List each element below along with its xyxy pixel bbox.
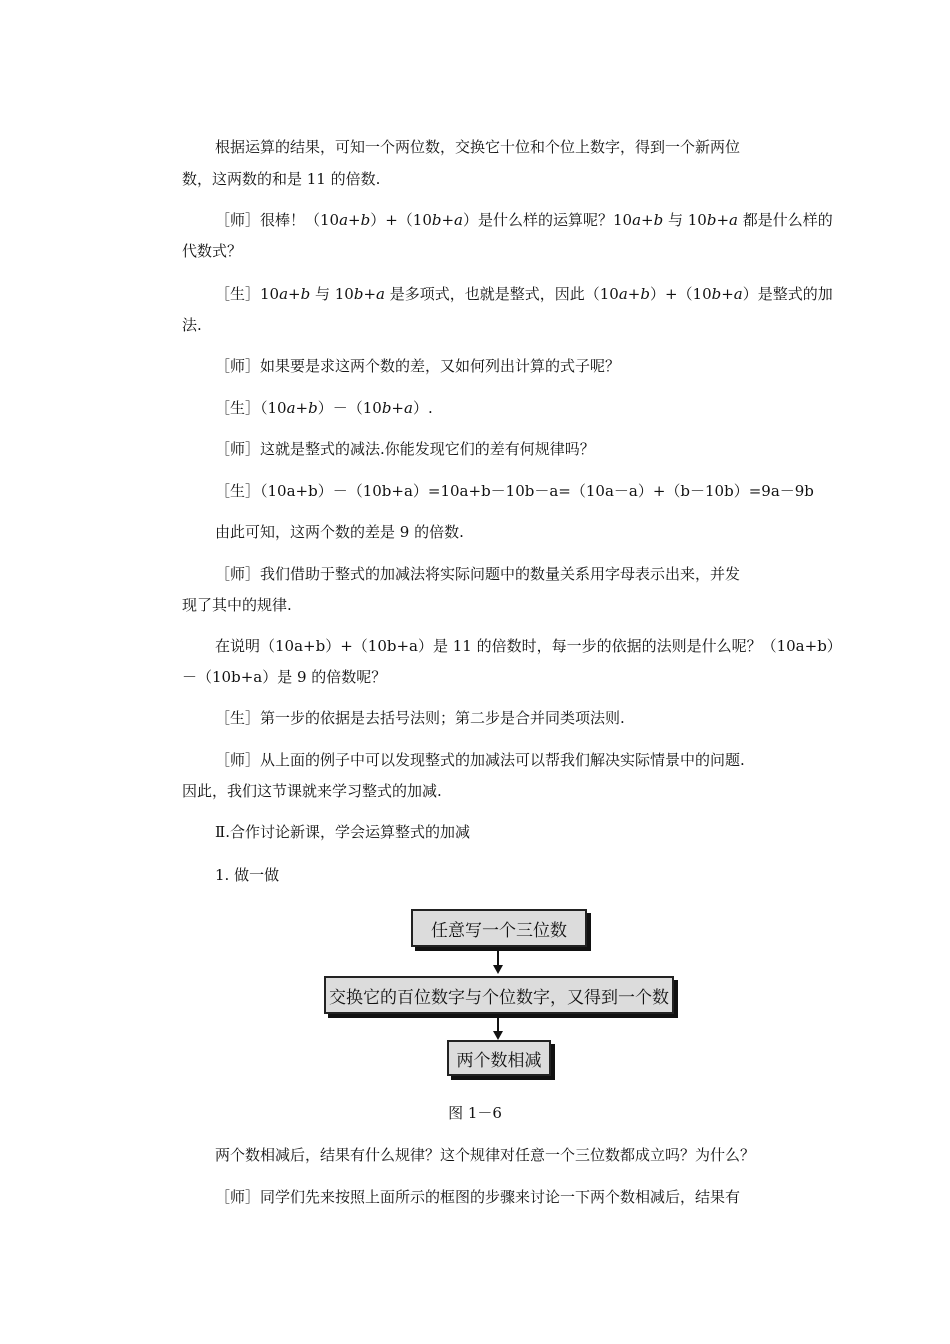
- text-segment: ［师］很棒！（10: [215, 211, 340, 229]
- text-segment: ）是什么样的运算呢？10: [463, 211, 633, 229]
- paragraph-16: ［师］同学们先来按照上面所示的框图的步骤来讨论一下两个数相减后，结果有: [215, 1188, 741, 1206]
- paragraph-10-line-2: －（10b+a）是 9 的倍数呢？: [182, 668, 387, 686]
- figure-caption: 图 1－6: [448, 1104, 502, 1122]
- flowchart-box-2: 交换它的百位数字与个位数字，又得到一个数: [324, 976, 674, 1014]
- paragraph-15: 两个数相减后，结果有什么规律？这个规律对任意一个三位数都成立吗？为什么？: [215, 1146, 756, 1164]
- paragraph-3-line-2: 法.: [182, 316, 202, 334]
- text-segment: ）.: [412, 399, 433, 417]
- paragraph-12-line-2: 因此，我们这节课就来学习整式的加减.: [182, 782, 442, 800]
- text-segment: ［生］10: [215, 285, 280, 303]
- paragraph-2-line-1: [215, 208, 833, 232]
- text-segment: ［生］（10: [215, 399, 287, 417]
- section-heading: Ⅱ.合作讨论新课，学会运算整式的加减: [215, 823, 470, 841]
- text-segment: ）+（10: [370, 211, 432, 229]
- flowchart-arrowhead-2: [493, 1031, 503, 1040]
- expression: a+b: [339, 211, 371, 229]
- subsection-heading: 1. 做一做: [215, 866, 280, 884]
- text-segment: ）－（10: [317, 399, 382, 417]
- paragraph-3-line-1: [215, 282, 833, 306]
- paragraph-7: ［生］（10a+b）－（10b+a）=10a+b－10b－a=（10a－a）+（b－10b）=9a－9b: [215, 482, 814, 500]
- expression: a+b: [632, 211, 664, 229]
- paragraph-10-line-1: 在说明（10a+b）+（10b+a）是 11 的倍数时，每一步的依据的法则是什么呢？（10a+b）: [215, 637, 842, 655]
- expression: b+a: [381, 399, 413, 417]
- paragraph-12-line-1: ［师］从上面的例子中可以发现整式的加减法可以帮我们解决实际情景中的问题.: [215, 751, 745, 769]
- expression: b+a: [431, 211, 463, 229]
- paragraph-4: ［师］如果要是求这两个数的差，又如何列出计算的式子呢？: [215, 357, 621, 375]
- flowchart-arrow-1: [497, 947, 499, 967]
- paragraph-1-line-1: 根据运算的结果，可知一个两位数，交换它十位和个位上数字，得到一个新两位: [215, 138, 741, 156]
- paragraph-8: 由此可知，这两个数的差是 9 的倍数.: [215, 523, 464, 541]
- expression: b+a: [353, 285, 385, 303]
- flowchart-box-3: 两个数相减: [447, 1040, 551, 1076]
- paragraph-2-line-2: 代数式？: [182, 242, 243, 260]
- text-segment: 是多项式，也就是整式，因此（10: [384, 285, 619, 303]
- text-segment: 都是什么样的: [737, 211, 833, 229]
- text-segment: 与 10: [310, 285, 354, 303]
- expression: b+a: [706, 211, 738, 229]
- paragraph-1-line-2: 数，这两数的和是 11 的倍数.: [182, 170, 381, 188]
- paragraph-11: ［生］第一步的依据是去括号法则；第二步是合并同类项法则.: [215, 709, 625, 727]
- expression: a+b: [286, 399, 318, 417]
- paragraph-9-line-2: 现了其中的规律.: [182, 596, 292, 614]
- expression: a+b: [279, 285, 311, 303]
- paragraph-6: ［师］这就是整式的减法.你能发现它们的差有何规律吗？: [215, 440, 595, 458]
- paragraph-5: [215, 396, 433, 420]
- text-segment: 与 10: [663, 211, 707, 229]
- text-segment: ）是整式的加: [742, 285, 833, 303]
- text-segment: ）+（10: [649, 285, 712, 303]
- flowchart-box-1: 任意写一个三位数: [411, 909, 587, 947]
- expression: b+a: [711, 285, 743, 303]
- expression: a+b: [618, 285, 650, 303]
- paragraph-9-line-1: ［师］我们借助于整式的加减法将实际问题中的数量关系用字母表示出来，并发: [215, 565, 741, 583]
- flowchart-arrowhead-1: [493, 965, 503, 974]
